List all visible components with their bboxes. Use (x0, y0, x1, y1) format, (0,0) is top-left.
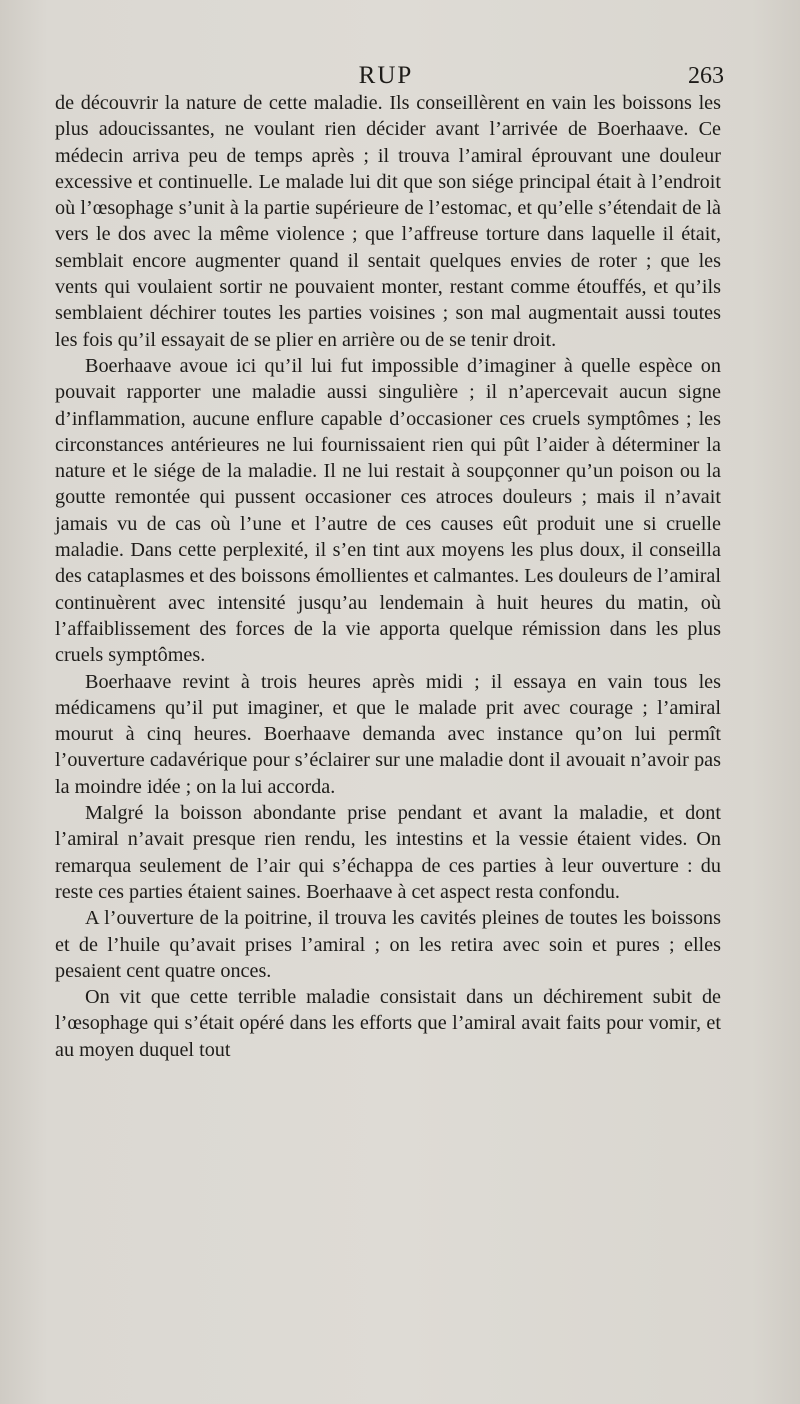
paragraph-6: On vit que cette terrible maladie consistait dans un déchirement subit de l’œsophage qui s’était opéré dans les efforts que l’amiral avait faits pour vomir, et au moyen duquel tout (55, 986, 721, 1061)
paragraph-3: Boerhaave revint à trois heures après midi ; il essaya en vain tous les médicamens qu’il put imaginer, et que le malade prit avec courage ; l’amiral mourut à cinq heures. Boerhaave demanda avec instance qu’on lui permît l’ouverture cadavérique pour s’éclairer sur une maladie dont il avouait n’avoir pas la moindre idée ; on la lui accorda. (55, 670, 721, 798)
paragraph-2: Boerhaave avoue ici qu’il lui fut impossible d’imaginer à quelle espèce on pouvait rapporter une maladie aussi singulière ; il n’apercevait aucun signe d’inflammation, aucune enflure capable d’occasioner ces cruels symptômes ; les circonstances antérieures ne lui fournissaient rien qui pût l’aider à déterminer la nature et le siége de la maladie. Il ne lui restait à soupçonner qu’un poison ou la goutte remontée qui pussent occasioner ces atroces douleurs ; mais il n’avait jamais vu de cas où l’une et l’autre de ces causes eût produit une si cruelle maladie. Dans cette perplexité, il s’en tint aux moyens les plus doux, il conseilla des cataplasmes et des boissons émollientes et calmantes. Les douleurs de l’amiral continuèrent avec intensité jusqu’au lendemain à huit heures du matin, où l’affaiblissement des forces de la vie apporta quelque rémission dans les plus cruels symptômes. (55, 354, 721, 667)
paragraph-4: Malgré la boisson abondante prise pendant et avant la maladie, et dont l’amiral n’avait presque rien rendu, les intestins et la vessie étaient vides. On remarqua seulement de l’air qui s’échappa de ces parties à leur ouverture : du reste ces parties étaient saines. Boerhaave à cet aspect resta confondu. (55, 802, 721, 903)
page-number: 263 (688, 63, 724, 89)
page-header (48, 58, 724, 94)
paragraph-1: de découvrir la nature de cette maladie. Ils conseillèrent en vain les boissons les plus adoucissantes, ne voulant rien décider avant l’arrivée de Boerhaave. Ce médecin arriva peu de temps après ; il trouva l’amiral éprouvant une douleur excessive et continuelle. Le malade lui dit que son siége principal était à l’endroit où l’œsophage s’unit à la partie supérieure de l’estomac, et qu’elle s’étendait de là vers le dos avec la même violence ; que l’affreuse torture dans laquelle il était, semblait encore augmenter quand il sentait quelques envies de roter ; que les vents qui voulaient sortir ne pouvaient monter, restant comme étouffés, et qu’ils semblaient déchirer toutes les parties voisines ; son mal augmentait aussi toutes les fois qu’il essayait de se plier en arrière ou de se tenir droit. (55, 92, 721, 351)
body-text (55, 90, 721, 1063)
running-head: RUP (358, 62, 414, 89)
paragraph-5: A l’ouverture de la poitrine, il trouva les cavités pleines de toutes les boissons et de l’huile qu’avait prises l’amiral ; on les retira avec soin et pures ; elles pesaient cent quatre onces. (55, 907, 721, 982)
